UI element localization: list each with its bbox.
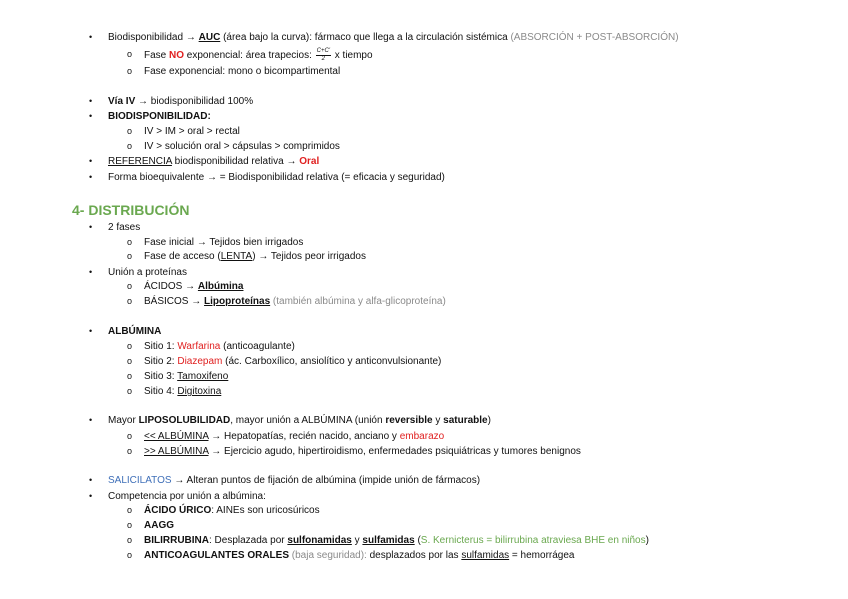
- bullet: o: [127, 520, 133, 530]
- bullet: o: [127, 49, 133, 59]
- text: Fase: [144, 50, 170, 62]
- line-sitio-2: [144, 355, 441, 368]
- sulfamidas-term: sulfamidas: [362, 535, 415, 546]
- bullet: o: [127, 341, 133, 351]
- arrow-icon: →: [258, 251, 269, 262]
- text: : Desplazada por: [209, 535, 288, 546]
- bilirrubina-term: BILIRRUBINA: [144, 535, 209, 546]
- bullet: o: [127, 141, 133, 151]
- bullet: •: [89, 111, 93, 121]
- via-iv-term: Vía IV: [108, 96, 136, 107]
- line-anticoagulantes-orales: [144, 549, 574, 562]
- text: Sitio 1:: [144, 341, 178, 352]
- bullet: o: [127, 356, 133, 366]
- fraction-denominator: 2: [321, 56, 325, 62]
- text: Ejercicio agudo, hipertiroidismo, enfermedades psiquiátricas y tumores benignos: [221, 446, 581, 457]
- text: Tejidos peor irrigados: [268, 251, 366, 262]
- text: (anticoagulante): [220, 341, 295, 352]
- line-referencia: [108, 155, 319, 168]
- arrow-icon: →: [185, 32, 196, 43]
- note: (ABSORCIÓN + POST-ABSORCIÓN): [510, 32, 679, 43]
- line-acido-urico: [144, 504, 320, 517]
- sulfonamidas-term: sulfonamidas: [287, 535, 352, 546]
- text: Hepatopatías, recién nacido, anciano y: [221, 431, 400, 442]
- fraction: [316, 48, 331, 63]
- line-albumina: [108, 325, 161, 338]
- line-salicilatos: [108, 474, 480, 487]
- line-aagg: [144, 519, 174, 532]
- text: ): [252, 251, 259, 262]
- arrow-icon: →: [185, 281, 196, 292]
- line-sitio-1: [144, 340, 295, 353]
- text: (área bajo la curva): fármaco que llega a la circulación sistémica: [220, 32, 511, 43]
- text: ): [645, 535, 649, 546]
- text: : AINEs son uricosúricos: [211, 505, 320, 516]
- line-biodisponibilidad: [108, 110, 211, 123]
- line-bioequivalente: [108, 171, 445, 184]
- sulfamidas-term: sulfamidas: [461, 550, 510, 561]
- line-acidos: [144, 280, 243, 293]
- arrow-icon: →: [174, 475, 185, 486]
- liposolubilidad-term: LIPOSOLUBILIDAD: [138, 415, 231, 426]
- bullet: o: [127, 66, 133, 76]
- albumina-term: Albúmina: [197, 281, 244, 292]
- text: Mayor: [108, 415, 139, 426]
- embarazo-term: embarazo: [399, 431, 445, 442]
- text: (ác. Carboxílico, ansiolítico y anticonvulsionante): [222, 356, 442, 367]
- lenta-term: LENTA: [220, 251, 253, 262]
- text: Unión a proteínas: [108, 267, 187, 278]
- bullet: o: [127, 371, 133, 381]
- line-mayor-liposolubilidad: [108, 414, 491, 427]
- anticoagulantes-term: ANTICOAGULANTES ORALES: [144, 550, 289, 561]
- line-basicos: [144, 295, 446, 308]
- text: biodisponibilidad relativa: [171, 156, 287, 167]
- arrow-icon: →: [196, 237, 207, 248]
- arrow-icon: →: [211, 446, 222, 457]
- reversible-term: reversible: [385, 415, 433, 426]
- hiperalbuminemia-term: >> ALBÚMINA: [144, 446, 209, 457]
- drug-tamoxifeno: Tamoxifeno: [177, 371, 229, 382]
- lipoproteinas-term: Lipoproteínas: [204, 296, 271, 307]
- line-orden-vias: [144, 125, 240, 138]
- text: Fase de acceso (: [144, 251, 221, 262]
- bullet: •: [89, 267, 93, 277]
- text: Sitio 2:: [144, 356, 178, 367]
- text: x tiempo: [331, 50, 373, 62]
- note: (también albúmina y alfa-glicoproteína): [270, 296, 446, 307]
- text: = Biodisponibilidad relativa (= eficacia y seguridad): [216, 172, 445, 183]
- text: Alteran puntos de fijación de albúmina (impide unión de fármacos): [184, 475, 481, 486]
- text: y: [351, 535, 363, 546]
- bullet: o: [127, 281, 133, 291]
- bullet: •: [89, 222, 93, 232]
- arrow-icon: →: [206, 172, 217, 183]
- line-hipoalbuminemia: [144, 430, 444, 443]
- bullet: •: [89, 32, 93, 42]
- text: Competencia por unión a albúmina:: [108, 491, 266, 502]
- text: 2 fases: [108, 222, 141, 233]
- bullet: o: [127, 251, 133, 261]
- referencia-term: REFERENCIA: [108, 156, 172, 167]
- text: desplazados por las: [366, 550, 462, 561]
- oral-term: Oral: [299, 156, 320, 167]
- albumina-heading: ALBÚMINA: [108, 326, 162, 337]
- bullet: •: [89, 415, 93, 425]
- saturable-term: saturable: [443, 415, 488, 426]
- line-biodisponibilidad-auc: [108, 31, 679, 44]
- bullet: o: [127, 535, 133, 545]
- bullet: •: [89, 156, 93, 166]
- hipoalbuminemia-term: << ALBÚMINA: [144, 431, 209, 442]
- drug-warfarina: Warfarina: [177, 341, 221, 352]
- text: ): [487, 415, 491, 426]
- line-dos-fases: [108, 221, 140, 234]
- bullet: o: [127, 296, 133, 306]
- bullet: •: [89, 96, 93, 106]
- bullet: •: [89, 491, 93, 501]
- bullet: •: [89, 326, 93, 336]
- text: biodisponibilidad 100%: [148, 96, 254, 107]
- biodisponibilidad-term: BIODISPONIBILIDAD: [108, 111, 208, 122]
- bullet: o: [127, 505, 133, 515]
- section-heading-distribucion: 4- DISTRIBUCIÓN: [72, 202, 190, 218]
- text: Sitio 4:: [144, 386, 178, 397]
- drug-diazepam: Diazepam: [177, 356, 223, 367]
- no-term: NO: [169, 50, 185, 62]
- kernicterus-note: S. Kernicterus = bilirrubina atraviesa BHE en niños: [420, 535, 646, 546]
- bullet: •: [89, 172, 93, 182]
- line-orden-formas: [144, 140, 340, 153]
- salicilatos-term: SALICILATOS: [108, 475, 175, 486]
- aagg-term: AAGG: [144, 520, 174, 531]
- line-sitio-3: [144, 370, 228, 383]
- arrow-icon: →: [191, 296, 202, 307]
- text: Forma bioequivalente: [108, 172, 207, 183]
- line-hiperalbuminemia: [144, 445, 581, 458]
- drug-digitoxina: Digitoxina: [177, 386, 222, 397]
- line-fase-no-exponencial: [144, 48, 373, 63]
- text: Tejidos bien irrigados: [206, 237, 304, 248]
- note: (baja seguridad):: [289, 550, 367, 561]
- text: Sitio 3:: [144, 371, 178, 382]
- line-via-iv: [108, 95, 253, 108]
- text: Biodisponibilidad: [108, 32, 186, 43]
- line-fase-acceso: [144, 250, 366, 263]
- text: exponencial: área trapecios:: [184, 50, 315, 62]
- text: BÁSICOS: [144, 296, 192, 307]
- bullet: o: [127, 386, 133, 396]
- text: , mayor unión a ALBÚMINA (unión: [230, 415, 386, 426]
- text: IV > solución oral > cápsulas > comprimidos: [144, 141, 340, 152]
- text: :: [207, 111, 211, 122]
- text: Fase exponencial: mono o bicompartimental: [144, 66, 341, 77]
- text: (: [414, 535, 421, 546]
- auc-term: AUC: [198, 32, 221, 43]
- line-sitio-4: [144, 385, 221, 398]
- bullet: o: [127, 550, 133, 560]
- text: Fase inicial: [144, 237, 197, 248]
- line-union-proteinas: [108, 266, 187, 279]
- arrow-icon: →: [138, 96, 149, 107]
- bullet: o: [127, 431, 133, 441]
- line-competencia: [108, 490, 266, 503]
- arrow-icon: →: [211, 431, 222, 442]
- arrow-icon: →: [286, 156, 297, 167]
- text: ÁCIDOS: [144, 281, 186, 292]
- bullet: •: [89, 475, 93, 485]
- text: y: [432, 415, 444, 426]
- line-bilirrubina: [144, 534, 649, 547]
- text: IV > IM > oral > rectal: [144, 126, 240, 137]
- line-fase-exponencial: [144, 65, 340, 78]
- line-fase-inicial: [144, 236, 303, 249]
- bullet: o: [127, 446, 133, 456]
- text: = hemorrágea: [509, 550, 575, 561]
- bullet: o: [127, 126, 133, 136]
- bullet: o: [127, 237, 133, 247]
- acido-urico-term: ÁCIDO ÚRICO: [144, 505, 212, 516]
- fraction-numerator: C+C': [316, 48, 330, 54]
